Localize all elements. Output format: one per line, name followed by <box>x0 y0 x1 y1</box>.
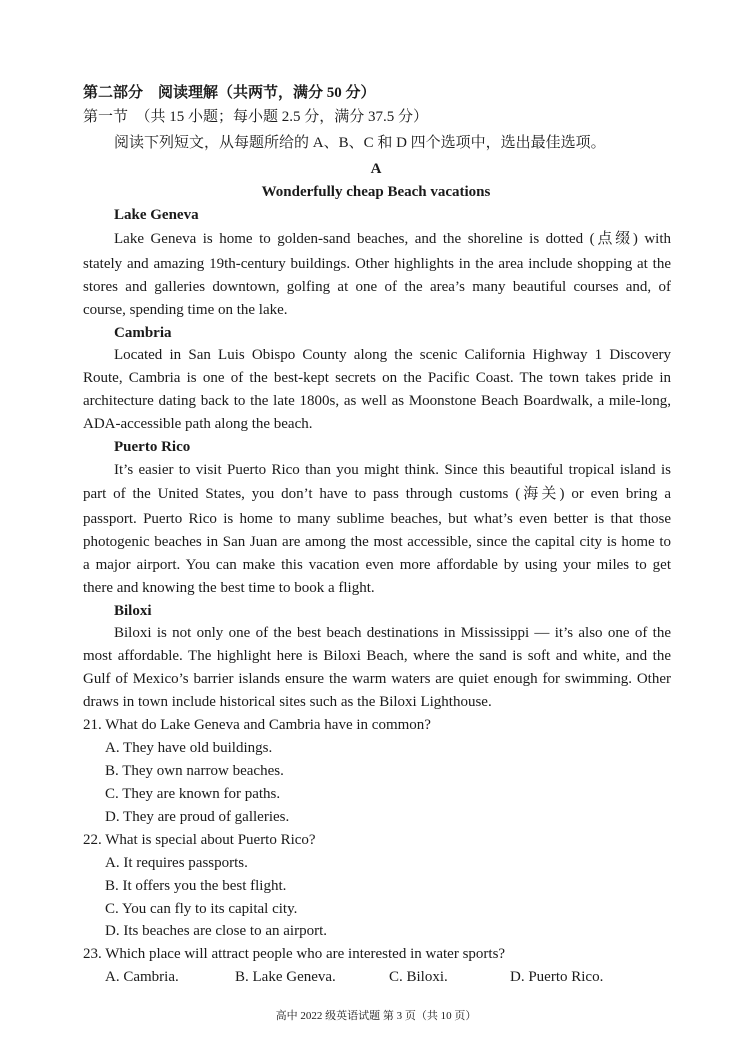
question-22-stem: 22. What is special about Puerto Rico? <box>83 832 316 848</box>
question-21-option-d: D. They are proud of galleries. <box>105 809 290 825</box>
question-23-option-b: B. Lake Geneva. <box>235 969 336 985</box>
question-21-stem: 21. What do Lake Geneva and Cambria have in common? <box>83 717 431 733</box>
place-heading-puerto-rico: Puerto Rico <box>114 439 191 455</box>
paragraph-line: there and knowing the best time to book a flight. <box>83 580 375 596</box>
place-heading-biloxi: Biloxi <box>114 603 152 619</box>
question-22-option-c: C. You can fly to its capital city. <box>105 901 298 917</box>
paragraph-line: stores and galleries downtown, golfing at one of the area’s many beautiful courses and, of <box>83 279 671 295</box>
passage-title: Wonderfully cheap Beach vacations <box>261 184 491 200</box>
paragraph-line: stately and amazing 19th-century buildings. Other highlights in the area include shopping at the <box>83 256 671 272</box>
question-21-option-c: C. They are known for paths. <box>105 786 281 802</box>
paragraph-line: a major airport. You can make this vacation even more affordable by using your miles to get <box>83 557 671 573</box>
place-heading-lake-geneva: Lake Geneva <box>114 207 199 223</box>
question-22-option-a: A. It requires passports. <box>105 855 248 871</box>
paragraph-line: It’s easier to visit Puerto Rico than you might think. Since this beautiful tropical island is <box>114 462 671 478</box>
paragraph-line: passport. Puerto Rico is home to many sublime beaches, but what’s even better is that those <box>83 511 671 527</box>
paragraph-line: part of the United States, you don’t have to pass through customs (海关) or even bring a <box>83 486 671 502</box>
question-23-option-c: C. Biloxi. <box>389 969 448 985</box>
instructions: 阅读下列短文，从每题所给的 A、B、C 和 D 四个选项中，选出最佳选项。 <box>114 135 606 151</box>
paragraph-line: course, spending time on the lake. <box>83 302 288 318</box>
passage-label: A <box>370 161 382 177</box>
paragraph-line: Route, Cambria is one of the best-kept secrets on the Pacific Coast. The town takes pride in <box>83 370 671 386</box>
paragraph-line: Gulf of Mexico’s barrier islands ensure the warm waters are quiet enough for swimming. Other <box>83 671 671 687</box>
question-23-stem: 23. Which place will attract people who are interested in water sports? <box>83 946 506 962</box>
question-23-option-a: A. Cambria. <box>105 969 179 985</box>
question-22-option-b: B. It offers you the best flight. <box>105 878 287 894</box>
page-footer: 高中 2022 级英语试题 第 3 页（共 10 页） <box>275 1010 477 1022</box>
paragraph-line: draws in town include historical sites such as the Biloxi Lighthouse. <box>83 694 492 710</box>
question-21-option-a: A. They have old buildings. <box>105 740 273 756</box>
paragraph-line: Biloxi is not only one of the best beach destinations in Mississippi — it’s also one of the <box>114 625 671 641</box>
paragraph-line: Lake Geneva is home to golden-sand beaches, and the shoreline is dotted (点缀) with <box>114 231 671 247</box>
paragraph-line: photogenic beaches in San Juan are among the most accessible, since the capital city is home to <box>83 534 671 550</box>
place-heading-cambria: Cambria <box>114 325 172 341</box>
paragraph-line: ADA-accessible path along the beach. <box>83 416 313 432</box>
paragraph-line: architecture dating back to the late 1800s, as well as Moonstone Beach Boardwalk, a mile-long, <box>83 393 671 409</box>
question-21-option-b: B. They own narrow beaches. <box>105 763 284 779</box>
section-header: 第二部分 阅读理解（共两节，满分 50 分） <box>83 85 376 101</box>
paragraph-line: most affordable. The highlight here is Biloxi Beach, where the sand is soft and white, and the <box>83 648 671 664</box>
question-23-option-d: D. Puerto Rico. <box>510 969 604 985</box>
subsection-header: 第一节 （共 15 小题；每小题 2.5 分，满分 37.5 分） <box>83 109 429 125</box>
question-22-option-d: D. Its beaches are close to an airport. <box>105 923 327 939</box>
paragraph-line: Located in San Luis Obispo County along the scenic California Highway 1 Discovery <box>114 347 671 363</box>
